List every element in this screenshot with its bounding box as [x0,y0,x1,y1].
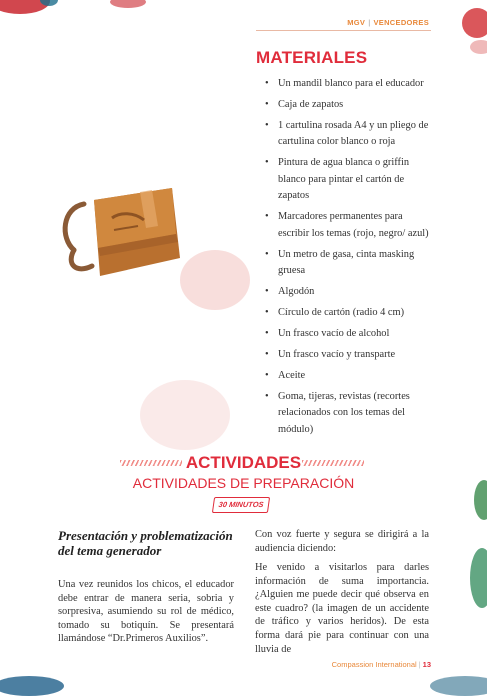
materials-item [264,368,436,384]
running-header [347,18,429,27]
section-column-2-paragraph-2: He venido a visitarlos para darles información de suma importancia. ¿Alguien me puede decir qué observa en este cuadro? (la imagen de un accidente de tráfico y varios heridos). De esta forma dará pie para continuar con una lluvia de [255,562,429,655]
materials-item-text: Aceite [278,370,306,382]
materials-item-text: Un mandil blanco para el educador [278,78,424,89]
bullet-icon: • [265,286,269,298]
materials-item [264,389,436,438]
activities-title: ACTIVIDADES [185,453,302,472]
page-footer [332,660,431,669]
materials-item [264,347,436,363]
section-column-2-paragraph-1: Con voz fuerte y segura se dirigirá a la audiencia diciendo: [255,529,429,554]
header-separator: | [368,18,371,27]
bullet-icon: • [265,99,269,110]
paint-splash-bottom-right [430,676,487,696]
materials-item [264,118,436,151]
bullet-icon: • [265,391,269,403]
materials-title: MATERIALES [256,48,368,67]
materials-item [264,284,436,300]
materials-item [264,326,436,342]
materials-item [264,247,436,280]
paint-splash-top-mid [110,0,146,8]
header-rule [256,30,431,31]
bullet-icon: • [265,120,269,131]
header-right: VENCEDORES [373,18,429,27]
materials-item-text: Un metro de gasa, cinta masking gruesa [278,248,415,277]
materials-item-text: 1 cartulina rosada A4 y un pliego de cartulina color blanco o roja [278,120,429,148]
section-heading: Presentación y problematización del tema generador [58,528,233,558]
paint-splash-right-low [470,548,487,608]
materials-item [264,76,436,92]
duration-badge: 30 MINUTOS [212,497,270,513]
bullet-icon: • [265,370,269,382]
bullet-icon: • [265,307,269,319]
materials-item-text: Un frasco vacío de alcohol [278,328,390,340]
header-left: MGV [347,18,366,27]
materials-list [264,76,436,443]
materials-item-text: Goma, tijeras, revistas (recortes relacionados con los temas del módulo) [278,391,410,435]
materials-item-text: Algodón [278,286,315,298]
paint-splash-top-right [462,8,487,38]
section-column-1: Una vez reunidos los chicos, el educador debe entrar de manera seria, sobria y sorpresiva, asumiendo su rol de médico, tomado su botiquín. Se presentará llamándose “Dr.Primeros Auxilios”. [58,579,234,645]
materials-item-text: Círculo de cartón (radio 4 cm) [278,307,405,319]
materials-item-text: Caja de zapatos [278,99,344,110]
materials-item-text: Un frasco vacío y transparte [278,349,396,361]
bullet-icon: • [265,157,269,169]
bullet-icon: • [265,211,269,223]
paint-splash-right-top [470,40,487,54]
page-number: 13 [422,660,431,669]
materials-item [264,305,436,321]
materials-item-text: Marcadores permanentes para escribir los temas (rojo, negro/ azul) [278,211,429,239]
paint-splash-lower-left [140,380,230,450]
messenger-bag-illustration [54,178,204,288]
materials-item [264,97,436,113]
paint-splash-bottom-left [0,676,64,696]
activities-subtitle: ACTIVIDADES DE PREPARACIÓN [132,475,355,491]
footer-separator: | [418,660,421,669]
bullet-icon: • [265,349,269,361]
bullet-icon: • [265,78,269,89]
bullet-icon: • [265,248,269,260]
materials-item [264,155,436,204]
bullet-icon: • [265,328,269,340]
materials-item-text: Pintura de agua blanca o griffin blanco para pintar el cartón de zapatos [278,157,410,202]
footer-org: Compassion International [331,660,417,669]
materials-item [264,209,436,242]
